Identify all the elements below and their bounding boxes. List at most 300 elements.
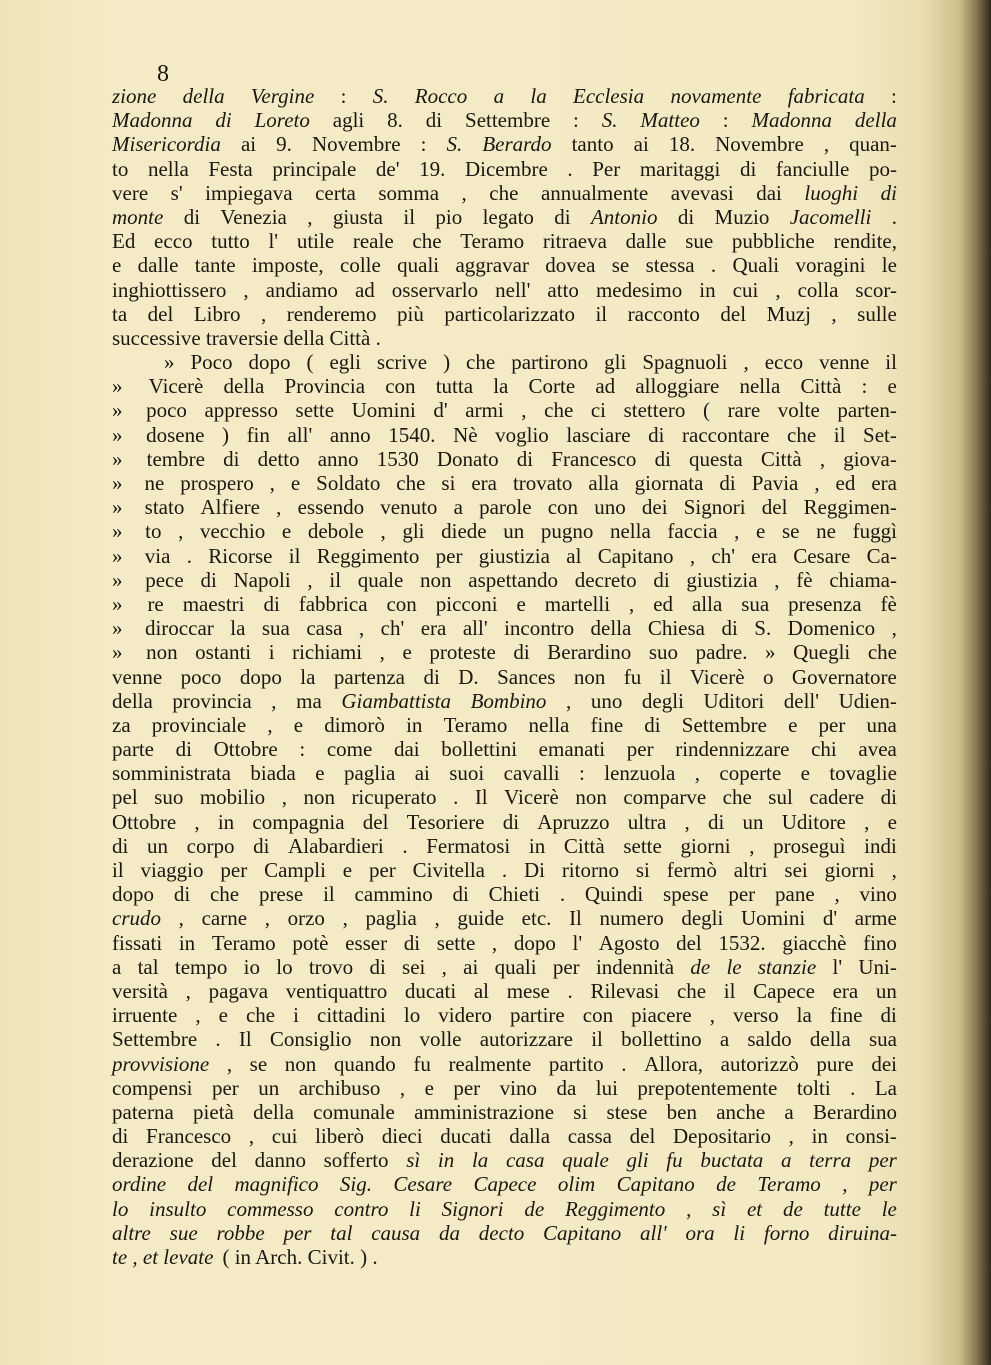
word: paglia [365, 906, 417, 931]
word: di [502, 809, 520, 834]
italic-word: Capitano [543, 1220, 622, 1245]
word: sei [402, 954, 426, 979]
word: , [269, 471, 275, 495]
italic-word: per [868, 1148, 897, 1173]
word: ben [666, 1099, 697, 1124]
italic-word: tutte [823, 1196, 861, 1221]
word: vino [499, 1075, 537, 1100]
italic-word: stanzie [757, 954, 817, 979]
word: Capece [753, 978, 815, 1003]
word: ai [240, 132, 257, 157]
text-line [112, 350, 897, 374]
word: con [547, 495, 579, 520]
word: Novembre [311, 132, 401, 157]
italic-word: Madonna [112, 108, 193, 133]
word: to [112, 156, 129, 181]
word: della [223, 374, 265, 399]
italic-word: causa [371, 1220, 421, 1245]
text-line [112, 398, 897, 422]
text-line [112, 181, 897, 205]
word: : [340, 84, 347, 108]
word: dalla [509, 1124, 551, 1149]
word: , [491, 930, 498, 955]
word: Per [592, 156, 621, 181]
word: stato [144, 495, 185, 520]
text-line [112, 495, 897, 519]
word: videro [438, 1003, 492, 1028]
word: in [178, 930, 196, 955]
text-line [112, 1100, 897, 1124]
word: stettero [623, 398, 686, 423]
word: degli [641, 688, 684, 713]
word: sua [741, 591, 770, 616]
word: compensi [112, 1075, 193, 1100]
word: , [819, 446, 826, 471]
word: sua [261, 616, 290, 641]
italic-word: di [215, 108, 232, 133]
word: la [493, 374, 509, 399]
word: , [399, 1075, 406, 1100]
word: principale [272, 156, 357, 181]
italic-word: Madonna [751, 108, 833, 133]
text-line [112, 1245, 897, 1269]
word: di [200, 567, 217, 592]
word: colla [797, 277, 839, 302]
word: di [513, 640, 530, 665]
word: Reggimento [316, 543, 420, 568]
word: in [811, 1124, 828, 1149]
word: si [573, 1099, 588, 1124]
word: cassa [567, 1124, 612, 1149]
word: fissati [112, 930, 163, 955]
word: pio [435, 204, 463, 229]
italic-word: forno [763, 1220, 810, 1245]
word: alla [588, 471, 619, 495]
italic-word: Cesare [393, 1172, 453, 1197]
word: , [307, 567, 313, 592]
word: del [147, 301, 174, 326]
italic-word: della [182, 84, 225, 108]
word: o [762, 664, 774, 689]
word: , [185, 978, 191, 1003]
word: a [112, 954, 122, 979]
word: Set- [863, 422, 897, 447]
word: incontro [504, 616, 575, 641]
word: Consiglio [269, 1027, 352, 1052]
italic-word: Antonio [590, 204, 658, 229]
word: debole [307, 519, 364, 544]
word: l' [268, 229, 279, 254]
word: certa [315, 180, 356, 205]
word: Allora, [644, 1051, 704, 1076]
text-line [112, 447, 897, 471]
word: cui [271, 1124, 298, 1149]
word: Città [800, 374, 842, 399]
word: : [891, 84, 897, 108]
word: l' [572, 930, 583, 955]
word: : [722, 108, 729, 133]
word: nella [609, 519, 651, 544]
word: di [452, 882, 469, 907]
word: Chiesa [647, 616, 705, 641]
word: all' [462, 616, 488, 641]
text-line [112, 737, 897, 761]
word: raccontare [682, 422, 770, 447]
word: alla [691, 591, 723, 616]
word: compagnia [252, 809, 345, 834]
word: Settembre [681, 712, 767, 737]
text-line [112, 592, 897, 616]
italic-word: de [716, 1172, 736, 1197]
word: dai [393, 737, 420, 762]
word: ch' [711, 543, 735, 568]
word: Poco [190, 350, 233, 375]
word: cittadini [317, 1003, 386, 1028]
word: di [425, 108, 443, 133]
word: venne [112, 664, 163, 689]
word: dopo [112, 882, 154, 907]
italic-word: Jacomelli [789, 204, 872, 229]
word: , [831, 301, 837, 326]
word: ch' [380, 616, 405, 641]
word: , [891, 616, 897, 641]
word: partirono [511, 350, 589, 375]
word: sue [685, 229, 714, 254]
word: utile [296, 229, 335, 254]
word: aspettando [468, 567, 559, 592]
italic-word: luoghi [804, 180, 859, 205]
italic-word: lo [112, 1196, 129, 1221]
italic-word: Capitano [616, 1172, 695, 1197]
word: al [566, 543, 582, 568]
text-line [112, 157, 897, 181]
word: rare [727, 398, 761, 423]
word: , [694, 761, 701, 786]
word: . [402, 833, 408, 858]
italic-word: provvisione [112, 1051, 210, 1076]
italic-word: ora [685, 1220, 715, 1245]
word: del [362, 809, 389, 834]
word: i [268, 640, 275, 665]
word: imposte, [251, 253, 324, 278]
word: voglio [495, 422, 549, 447]
quote-mark: » [112, 519, 123, 544]
word: ci [590, 398, 607, 423]
word: chiama- [829, 567, 897, 592]
word: anche [716, 1099, 766, 1124]
quote-mark: » [112, 543, 123, 568]
word: lasciare [566, 422, 631, 447]
word: appresso [204, 398, 278, 423]
word: , [629, 591, 635, 616]
word: venuto [380, 495, 438, 520]
word: quando [333, 1051, 396, 1076]
word: parte [112, 737, 154, 762]
text-line [112, 1003, 897, 1027]
italic-word: la [471, 1148, 489, 1173]
word: sofferto [323, 1148, 389, 1173]
word: del [211, 1148, 237, 1173]
word: volte [777, 398, 820, 423]
word: carne [201, 906, 248, 931]
text-line [112, 326, 897, 350]
word: parten- [837, 398, 897, 423]
word: giorni [680, 833, 731, 858]
text-line [112, 834, 897, 858]
word: archibuso [298, 1075, 381, 1100]
word: Il [474, 785, 488, 810]
text-line [112, 1124, 897, 1148]
word: che [676, 978, 707, 1003]
word: , [461, 180, 467, 205]
text-line [112, 229, 897, 253]
word: lo [403, 1003, 421, 1028]
word: indennità [595, 954, 675, 979]
word: ai [463, 954, 479, 979]
word: la [796, 1003, 812, 1028]
word: Alfiere [200, 495, 260, 520]
word: mobilio [199, 785, 266, 810]
word: pietà [193, 1099, 234, 1124]
word: non [575, 785, 607, 810]
text-line [112, 471, 897, 495]
word: uno [594, 495, 626, 520]
italic-word: per [283, 1220, 312, 1245]
word: fin [246, 422, 270, 447]
italic-word: S. [372, 84, 389, 108]
word: Uditori [703, 688, 765, 713]
word: ed [835, 471, 856, 495]
word: tolti [796, 1075, 831, 1100]
italic-word: da [438, 1220, 460, 1245]
italic-word: olim [557, 1172, 596, 1197]
word: diede [441, 519, 487, 544]
word: Depositario [673, 1124, 771, 1149]
word: ( in Arch. Civit. ) . [222, 1245, 378, 1269]
word: che [245, 1003, 276, 1028]
word: Teramo [211, 930, 276, 955]
italic-word: Teramo [757, 1172, 821, 1197]
word: » [765, 640, 776, 665]
word: consi- [845, 1124, 897, 1149]
word: ne [816, 519, 836, 544]
word: ostanti [195, 640, 252, 665]
italic-word: de [524, 1196, 545, 1221]
word: sulle [857, 301, 897, 326]
word: Ricorse [208, 543, 273, 568]
word: sua [868, 1027, 897, 1052]
word: Dicembre [464, 156, 548, 181]
word: D. [458, 664, 479, 689]
word: tembre [146, 446, 205, 471]
word: aggravar [455, 253, 529, 278]
quote-mark: » [112, 422, 123, 447]
word: giornata [634, 471, 704, 495]
word: che [489, 180, 519, 205]
word: : [579, 761, 585, 786]
word: casa [306, 616, 343, 641]
word: di [263, 591, 280, 616]
word: , [358, 616, 365, 641]
text-line [112, 423, 897, 447]
word: , [434, 906, 440, 931]
word: 19. [419, 156, 446, 181]
word: scrive [376, 350, 428, 375]
word: stessa [645, 253, 695, 278]
word: , [260, 301, 267, 326]
word: bollettino [621, 1027, 702, 1052]
word: di [183, 204, 201, 229]
italic-word: de [690, 954, 711, 979]
word: un [146, 833, 168, 858]
word: Francesco [146, 1124, 232, 1149]
word: , [774, 567, 780, 592]
italic-word: diruina- [828, 1220, 897, 1245]
word: suo [154, 785, 184, 810]
word: orzo [287, 906, 325, 931]
word: sette [623, 833, 662, 858]
word: un [742, 809, 764, 834]
word: uno [590, 688, 623, 713]
word: somministrata [112, 761, 231, 786]
word: e [788, 712, 798, 737]
word: ) [443, 350, 451, 375]
word: Festa [208, 156, 253, 181]
word: numero [599, 906, 664, 931]
word: fabbrica [298, 591, 368, 616]
italic-word: ordine [112, 1172, 167, 1197]
word: giustizia [686, 567, 758, 592]
word: il [288, 543, 301, 568]
word: Venezia [220, 204, 287, 229]
word: Vicerè [148, 374, 204, 399]
word: Il [238, 1027, 252, 1052]
word: giorni [824, 858, 875, 882]
word: Il [569, 906, 582, 931]
word: 9. [276, 132, 292, 157]
text-line [112, 84, 897, 108]
word: di [719, 471, 736, 495]
word: di [677, 204, 695, 229]
word: 18. [668, 132, 696, 157]
word: e [218, 1003, 228, 1028]
word: , [441, 954, 447, 979]
italic-word: Reggimento [564, 1196, 666, 1221]
word: , [226, 1051, 233, 1076]
word: , [566, 688, 572, 713]
word: . [891, 204, 897, 229]
word: il [595, 301, 608, 326]
word: giusta [332, 204, 383, 229]
word: partenza [333, 664, 406, 689]
italic-word: Sig. [339, 1172, 372, 1197]
word: Campli [264, 858, 326, 882]
word: particolarizzato [444, 301, 575, 326]
word: ( [702, 398, 710, 423]
word: anno [317, 446, 359, 471]
italic-word: in [437, 1148, 455, 1173]
word: ma [296, 688, 322, 713]
italic-word: sì [712, 1196, 727, 1221]
word: , [743, 350, 749, 375]
word: Francesco [551, 446, 637, 471]
word: e [800, 761, 810, 786]
word: , [684, 809, 690, 834]
word: voragini [795, 253, 866, 278]
word: il [329, 567, 342, 592]
word: che [722, 785, 752, 810]
word: sei [784, 858, 808, 882]
word: quali [397, 253, 440, 278]
word: a [784, 1099, 794, 1124]
word: poco [180, 664, 222, 689]
italic-word: Giambattista [341, 688, 452, 713]
word: di [554, 204, 571, 229]
word: piacere [631, 1003, 692, 1028]
word: quali [494, 954, 537, 979]
word: che [209, 882, 240, 907]
word: della [809, 1027, 851, 1052]
word: » [164, 350, 175, 375]
word: essendo [297, 495, 365, 520]
italic-word: sì [406, 1148, 421, 1173]
word: Governatore [791, 664, 897, 689]
italic-word: Misericordia [112, 132, 221, 157]
word: nella [528, 712, 570, 737]
word: se [249, 1051, 268, 1076]
word: ai [633, 132, 649, 157]
word: ) [221, 422, 229, 447]
word: Domenico [787, 616, 876, 641]
word: 8. [387, 108, 403, 133]
word: , [271, 688, 277, 713]
word: s' [170, 180, 183, 205]
word: non [420, 567, 452, 592]
word: tutto [211, 229, 250, 254]
word: se [782, 519, 800, 544]
word: arme [854, 906, 897, 931]
word: che [787, 422, 817, 447]
word: e [516, 591, 526, 616]
italic-word: Rocco [414, 84, 468, 108]
word: di [112, 1124, 129, 1149]
word: Donato [436, 446, 499, 471]
italic-word: Matteo [640, 108, 700, 133]
word: diroccar [144, 616, 214, 641]
italic-word: tal [330, 1220, 353, 1245]
word: più [397, 301, 424, 326]
text-line [112, 519, 897, 543]
word: il [591, 1027, 603, 1052]
word: d' [433, 398, 448, 423]
italic-word: Bombino [470, 688, 547, 713]
word: fanciulle [775, 156, 850, 181]
word: guide [457, 906, 505, 931]
word: richiami [292, 640, 363, 665]
word: indi [864, 833, 897, 858]
word: giova- [843, 446, 897, 471]
word: se [611, 253, 630, 278]
italic-word: , [686, 1196, 692, 1221]
word: 1532. [718, 930, 766, 955]
word: pel [112, 785, 138, 810]
text-line [112, 979, 897, 1003]
word: annualmente [540, 180, 649, 205]
word: dei [871, 1051, 897, 1076]
word: , [734, 519, 740, 544]
word: colle [340, 253, 381, 278]
word: la [300, 664, 316, 689]
